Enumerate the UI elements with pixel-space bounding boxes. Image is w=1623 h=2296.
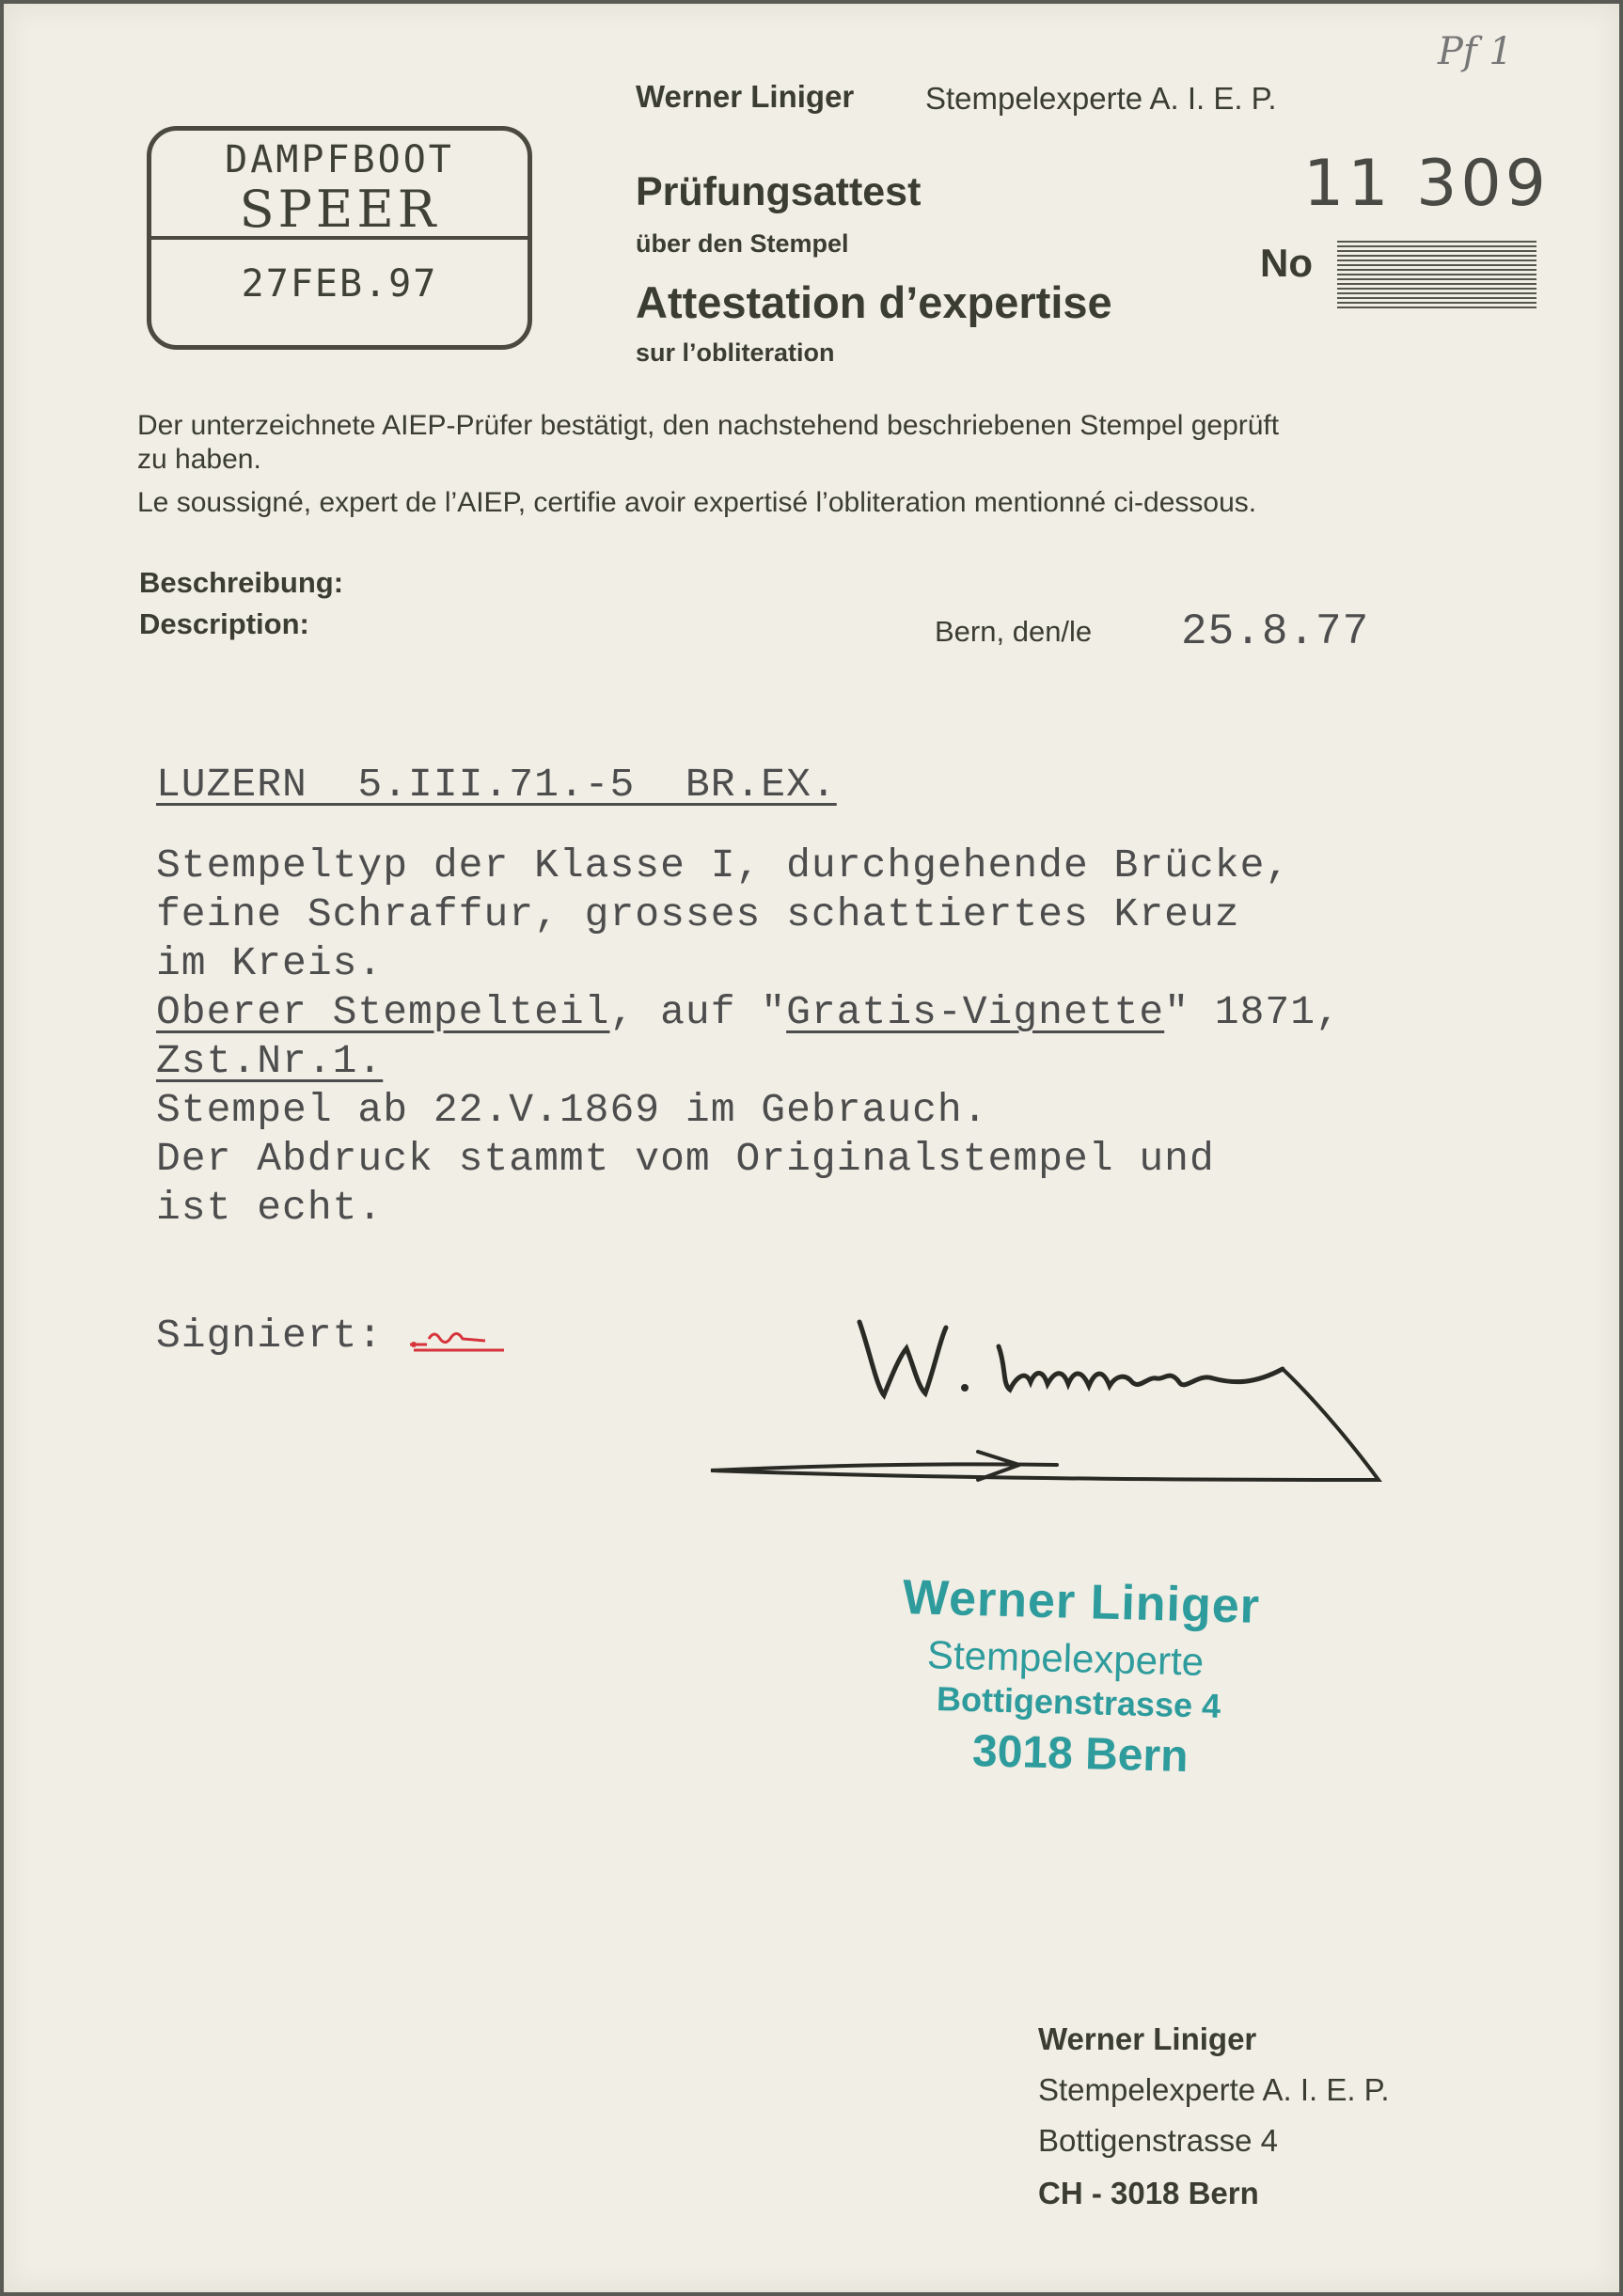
label-beschreibung: Beschreibung:: [139, 566, 344, 599]
pencil-note: Pf 1: [1438, 30, 1513, 73]
red-mark-icon: [406, 1322, 510, 1360]
body-line4: [156, 989, 1341, 1035]
stamp-street: Bottigenstrasse 4: [936, 1679, 1221, 1725]
place-date: 25.8.77: [1181, 607, 1370, 656]
body-line7: Der Abdruck stammt vom Originalstempel und: [156, 1136, 1215, 1182]
stamp-city: 3018 Bern: [971, 1726, 1190, 1782]
title-fr: Attestation d’expertise: [636, 277, 1112, 327]
footer-city: CH - 3018 Bern: [1038, 2176, 1259, 2210]
description-heading: LUZERN 5.III.71.-5 BR.EX.: [156, 762, 837, 808]
postmark-line2: SPEER: [239, 180, 440, 239]
number-hatching: [1337, 241, 1536, 308]
body-line2: feine Schraffur, grosses schattiertes Kreuz: [156, 891, 1240, 937]
body-line4-underlined-a: Oberer Stempelteil: [156, 989, 610, 1035]
postmark-divider: [151, 236, 528, 240]
subtitle-de: über den Stempel: [636, 229, 849, 258]
handwritten-signature: [700, 1311, 1433, 1518]
certificate-page: [4, 4, 1619, 2292]
signed-label: Signiert:: [156, 1313, 384, 1359]
number-label: No: [1260, 241, 1313, 285]
footer-street: Bottigenstrasse 4: [1038, 2123, 1278, 2158]
body-line5: Zst.Nr.1.: [156, 1038, 384, 1084]
label-description: Description:: [139, 607, 309, 640]
postmark-line1: DAMPFBOOT: [225, 138, 454, 181]
intro-de-line1: Der unterzeichnete AIEP-Prüfer bestätigt, den nachstehend beschriebenen Stempel geprüft: [137, 410, 1280, 441]
body-line3: im Kreis.: [156, 940, 384, 986]
body-line8: ist echt.: [156, 1185, 384, 1231]
postmark-stamp: [147, 126, 532, 350]
body-line6: Stempel ab 22.V.1869 im Gebrauch.: [156, 1087, 988, 1133]
footer-profession: Stempelexperte A. I. E. P.: [1038, 2072, 1390, 2107]
footer-name: Werner Liniger: [1038, 2021, 1257, 2056]
header-name: Werner Liniger: [636, 79, 855, 114]
stamp-name: Werner Liniger: [902, 1570, 1261, 1634]
body-line1: Stempeltyp der Klasse I, durchgehende Brücke,: [156, 842, 1291, 889]
stamp-profession: Stempelexperte: [926, 1632, 1205, 1684]
intro-de-line2: zu haben.: [137, 444, 261, 475]
header-profession: Stempelexperte A. I. E. P.: [925, 81, 1277, 116]
body-line4-underlined-b: Gratis-Vignette: [786, 989, 1165, 1035]
certificate-number: 11 309: [1303, 147, 1550, 221]
body-line4-end: " 1871,: [1164, 989, 1341, 1035]
body-line4-middle: , auf ": [609, 989, 787, 1035]
place-label: Bern, den/le: [935, 615, 1093, 648]
intro-fr: Le soussigné, expert de l’AIEP, certifie avoir expertisé l’obliteration mentionné ci-dessous.: [137, 487, 1257, 518]
postmark-date: 27FEB.97: [241, 262, 438, 306]
subtitle-fr: sur l’obliteration: [636, 338, 835, 367]
title-de: Prüfungsattest: [636, 169, 922, 214]
